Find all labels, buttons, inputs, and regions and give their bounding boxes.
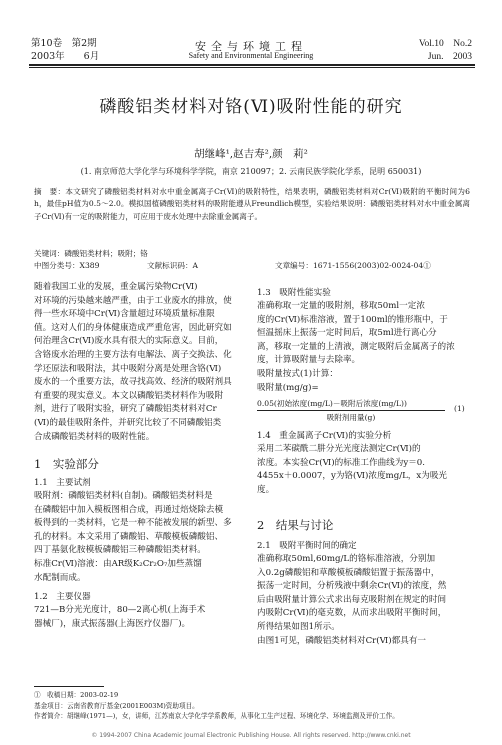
text-line: 值。这对人们的身体健康造成严重危害，因此研究如 (34, 322, 232, 333)
section-1-title: 1 实验部分 (34, 457, 99, 471)
text-line: 对环境的污染越来越严重，由于工业废水的排放，使 (34, 295, 232, 306)
keywords-text: 磷酸铝类材料；吸附；铬 (64, 249, 148, 258)
text-line: 所得结果如图1所示。 (257, 621, 340, 632)
footnote-received: ① 收稿日期：2003-02-19 (34, 691, 119, 699)
text-line: 标准Cr(Ⅵ)溶液：由AR级K₂Cr₂O₇加些蒸馏 (34, 558, 202, 569)
abstract-text: 本文研究了磷酸铝类材料对水中重金属离子Cr(Ⅵ)的吸附特性，结果表明，磷酸铝类材料对Cr(Ⅵ)吸附的平衡时间为6 h，最佳pH值为0.5～2.0。模拟国植磷酸铝类材料的吸附能遵从Freundlich模型，实验结果说明：磷酸铝类材料对水中重金属离子Cr(Ⅵ)有一定的吸附能力，可应用于废水处理中去除重金属离子。 (34, 187, 470, 221)
text-line: 度。 (257, 484, 275, 495)
text-line: 度的Cr(Ⅵ)标准溶液，置于100ml的锥形瓶中，于 (257, 314, 448, 325)
footnote-funding: 基金项目：云南省教育厅基金(2001E003M)资助项目。 (34, 701, 199, 710)
abstract (34, 186, 470, 223)
clc-number: 中图分类号：X389 (34, 261, 100, 270)
text-line: 度，计算吸附量与去除率。 (257, 355, 361, 366)
text-line: 721—B分光光度计，80—2离心机(上海手术 (34, 605, 206, 615)
article-number: 文章编号：1671-1556(2003)02-0024-04① (275, 261, 431, 270)
authors: 胡继峰¹,赵吉寿²,颜 莉² (194, 148, 308, 160)
text-line: 水配制而成。 (34, 572, 86, 583)
text-line: 何治理含Cr(Ⅵ)废水具有很大的实际意义。目前， (34, 336, 224, 347)
copyright-footer: © 1994-2007 China Academic Journal Electronic Publishing House. All rights reserved. http://www.cnki.net (91, 732, 411, 739)
text-line: 吸附剂：磷酸铝类材料(自制)。磷酸铝类材料是 (34, 491, 213, 501)
text-line: 合成磷酸铝类材料的吸附性能。 (34, 431, 155, 442)
text-line: 器械厂)，康式振荡器(上海医疗仪器厂)。 (34, 618, 191, 629)
header-date-en: Jun. 2003 (427, 52, 472, 62)
header-volume-cn: 第10卷 第2期 (31, 38, 97, 49)
text-line: 学还原法和吸附法，其中吸附分离是处理含铬(Ⅵ) (34, 363, 222, 374)
text-line: 内吸附Cr(Ⅵ)的毫克数，从而求出吸附平衡时间， (257, 608, 447, 619)
text-line: 四丁基氨化胺模板磷酸铝三种磷酸铝类材料。 (34, 545, 206, 556)
header-date-cn: 2003年 6月 (31, 51, 100, 62)
keywords (34, 248, 148, 260)
text-line: 离，移取一定量的上清液，测定吸附后金属离子的浓 (257, 341, 455, 352)
section-2-1-body (257, 553, 473, 648)
text-line: 吸附量按式(1)计算： (257, 368, 338, 379)
text-line: 有重要的现实意义。本文以磷酸铝类材料作为吸附 (34, 390, 224, 401)
equation-numerator: 0.05(初始浓度(mg/L)－吸附后浓度(mg/L)) (257, 398, 445, 411)
text-line: 随着我国工业的发展，重金属污染物Cr(Ⅵ) (34, 282, 198, 292)
document-code: 文献标识码：A (147, 261, 199, 270)
affiliation: (1. 南京师范大学化学与环境科学学院，南京 210097；2. 云南民族学院化学系，昆明 650031) (80, 167, 422, 176)
equation-number: (1) (454, 404, 465, 413)
text-line: 由图1可见，磷酸铝类材料对Cr(Ⅵ)都具有一 (257, 635, 427, 646)
journal-title-en: Safety and Environmental Engineering (188, 51, 314, 60)
section-1-1-body (34, 490, 250, 585)
section-1-2-title: 1.2 主要仪器 (34, 592, 91, 602)
section-1-4-body (257, 443, 473, 497)
text-line: 在磷酸铝中加入模板图相合成，再通过焙烧除去模 (34, 504, 224, 515)
text-line: (Ⅵ)的最佳吸附条件，并研究比较了不同磷酸铝类 (34, 417, 222, 428)
section-1-4-title: 1.4 重金属离子Cr(Ⅵ)的实验分析 (257, 431, 392, 441)
footnotes (34, 690, 474, 722)
header-rule-thick (29, 64, 475, 66)
equation-denominator: 吸附剂用量(g) (326, 413, 376, 422)
text-line: 4455x＋0.0007，y为铬(Ⅵ)浓度mg/L，x为吸光 (257, 471, 448, 482)
text-line: 孔的材料。本文采用了磷酸铝、草酸模板磷酸铝、 (34, 531, 224, 542)
text-line: 板得到的一类材料，它是一种不能被发展的新型、多 (34, 518, 232, 529)
intro-paragraph (34, 281, 250, 444)
section-1-3-body (257, 300, 473, 395)
journal-title-cn: 安全与环境工程 (195, 40, 307, 53)
section-2-title: 2 结果与讨论 (257, 518, 334, 532)
text-line: 准确称取50ml,60mg/L的铬标准溶液，分别加 (257, 554, 436, 564)
text-line: 得一些水环境中Cr(Ⅵ)含量超过环境质量标准限 (34, 309, 215, 320)
text-line: 浓度。本实验Cr(Ⅵ)的标准工作曲线为y＝0. (257, 457, 425, 468)
text-line: 后由吸附量计算公式求出每克吸附剂在规定的时间 (257, 594, 447, 605)
text-line: 吸附量(mg/g)= (257, 382, 319, 393)
text-line: 含铬废水治理的主要方法有电解法、离子交换法、化 (34, 349, 232, 360)
header-volume-en: Vol.10 No.2 (418, 39, 472, 49)
text-line: 准确称取一定量的吸附剂，移取50ml一定浓 (257, 301, 425, 311)
article-title: 磷酸铝类材料对铬(Ⅵ)吸附性能的研究 (99, 97, 403, 117)
footnote-author-bio: 作者简介：胡继峰(1971—)，女，讲师，江苏南京大学化学学系教师，从事化工生产过程、环境化学、环境监测及评价工作。 (34, 712, 399, 720)
section-2-1-title: 2.1 吸附平衡时间的确定 (257, 541, 357, 551)
text-line: 恒温摇床上振荡一定时间后，取5ml进行离心分 (257, 328, 437, 339)
text-line: 废水的一个重要方法，故寻找高效、经济的吸附剂具 (34, 377, 232, 388)
text-line: 入0.2g磷酸铝和草酸模板磷酸铝置于振荡器中， (257, 567, 440, 578)
text-line: 剂，进行了吸附实验，研究了磷酸铝类材料对Cr (34, 404, 217, 415)
header-rule-thin (29, 67, 475, 68)
keywords-label: 关键词： (34, 249, 65, 258)
section-1-3-title: 1.3 吸附性能实验 (257, 288, 331, 298)
abstract-label: 摘 要： (34, 187, 66, 196)
footnote-rule (34, 686, 104, 687)
text-line: 振荡一定时间，分析残液中剩余Cr(Ⅵ)的浓度，然 (257, 581, 447, 592)
section-1-1-title: 1.1 主要试剂 (34, 478, 91, 488)
section-1-2-body (34, 604, 250, 631)
text-line: 采用二苯碳酰二肼分光光度法测定Cr(Ⅵ)的 (257, 444, 421, 454)
